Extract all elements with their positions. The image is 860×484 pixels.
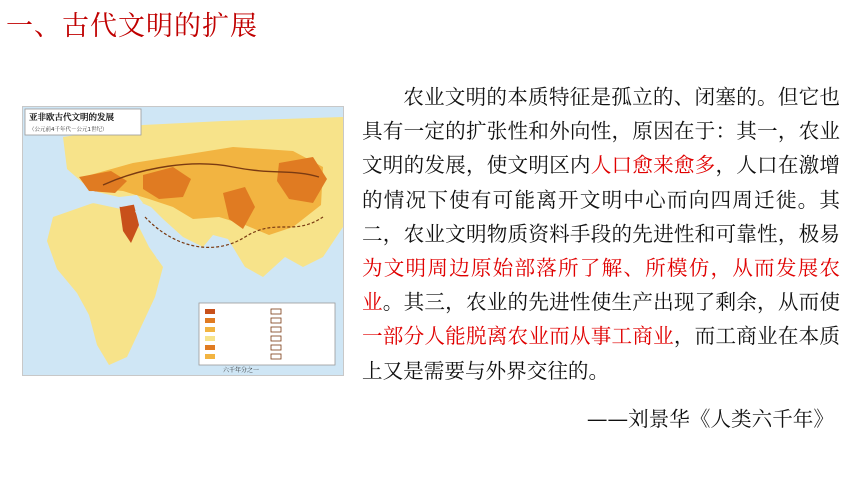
legend-swatch [205, 354, 215, 359]
map-subtitle: （公元前4千年代－公元1世纪） [29, 127, 108, 133]
slide-title: 一、古代文明的扩展 [6, 11, 258, 42]
passage-highlight: 一部分人能脱离农业而从事工商业 [362, 324, 674, 349]
passage-text-segment: 农业文明的本质特征是孤立的、闭塞的。但它也具有一定的扩张性和外向性，原因在于：其一，农业文明的发展，使文明区内 [362, 85, 840, 178]
legend-swatch [205, 345, 215, 350]
passage-paragraph [362, 80, 840, 388]
attribution: ——刘景华《人类六千年》 [586, 407, 834, 431]
legend-swatch [205, 318, 215, 323]
passage-highlight: 为文明周边原始部落所了解、所模仿，从而发展农业 [362, 256, 840, 315]
map-title: 亚非欧古代文明的发展 [29, 113, 115, 123]
legend-swatch [205, 309, 215, 314]
map-footer: 六千年分之一 [223, 367, 260, 374]
passage-highlight: 人口愈来愈多 [590, 153, 716, 178]
passage [362, 80, 840, 388]
map-illustration [23, 107, 343, 375]
legend-swatch [205, 327, 215, 332]
legend-swatch [205, 336, 215, 341]
passage-text-segment: 。其三，农业的先进性使生产出现了剩余，从而使 [382, 290, 841, 315]
map-legend-box [199, 303, 335, 365]
passage-text-segment: ，人口在激增的情况下使有可能离开文明中心而向四周迁徙。其二，农业文明物质资料手段的先进性和可靠性，极易 [362, 153, 841, 246]
historical-map [22, 106, 344, 376]
passage-text-segment: ，而工商业在本质上又是需要与外界交往的。 [362, 324, 841, 383]
